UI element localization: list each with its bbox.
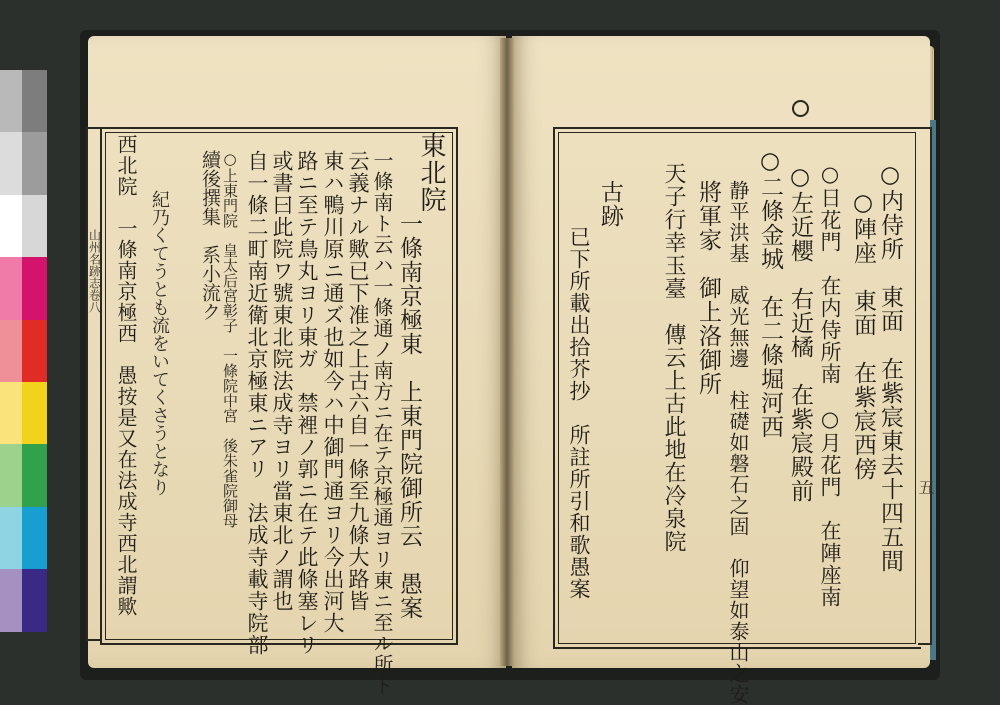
left-column-7: 自一條二町南近衛北京極東ニアリ 法成寺載寺院部 <box>245 150 269 656</box>
color-patch <box>22 320 47 382</box>
left-margin-label: 山州名跡志卷八 <box>87 229 102 313</box>
color-patch <box>0 382 22 444</box>
left-column-1: 一條南京極東 上東門院御所云 愚案 <box>396 212 422 620</box>
color-patch <box>22 132 47 194</box>
book-gutter <box>500 38 514 666</box>
left-column-2: 一條南ト云ハ一條通ノ南方ニ在テ京極通ヨリ東ニ至ル所ト <box>370 150 394 696</box>
color-patch <box>0 195 22 257</box>
right-margin-column <box>916 127 935 645</box>
color-calibration-strip <box>0 70 47 632</box>
right-column-7: 將軍家 御上洛御所 <box>695 180 721 396</box>
left-column-8: ○上東門院 皇太后宮彰子 一條院中宮 後朱雀院御母 <box>221 150 239 528</box>
right-column-2: ○陣座 東面 在紫宸西傍 <box>850 190 876 481</box>
color-patch <box>0 320 22 382</box>
color-patch <box>0 569 22 631</box>
right-column-1: ○内侍所 東面 在紫宸東去十四五間 <box>877 162 903 573</box>
color-patch <box>0 70 22 132</box>
color-patch <box>22 257 47 319</box>
right-column-6: 静平洪基 威光無邊 柱礎如磐石之固 仰望如泰山之安 <box>726 180 750 705</box>
right-column-heading: 古跡 <box>597 180 623 228</box>
left-column-9: 續後撰集 系小流ク <box>199 150 221 321</box>
color-patch <box>22 507 47 569</box>
right-column-4: ○左近櫻 右近橘 在紫宸殿前 <box>787 164 813 503</box>
right-column-9: 已下所載出拾芥抄 所註所引和歌愚案 <box>567 226 591 600</box>
left-column-6: 或書曰此院ワ號東北院法成寺ヨリ當東北ノ謂也 <box>270 150 294 612</box>
left-column-heading: 東北院 <box>416 132 446 213</box>
right-column-3: ○日花門 在内侍所南 ○月花門 在陣座南 <box>818 162 842 608</box>
left-margin-column <box>86 127 102 641</box>
left-column-3: 云義ナル歟已下准之上古六自一條至九條大路皆 <box>346 150 370 612</box>
color-patch <box>22 70 47 132</box>
color-patch <box>22 195 47 257</box>
left-column-10: 紀乃くてうとも流をいてくさうとなり <box>149 190 170 496</box>
right-page-number: 五 <box>916 479 935 495</box>
left-column-4: 東ハ鴨川原ニ通ズ也如今ハ中御門通ヨリ今出河大 <box>321 150 345 634</box>
ornament-circle <box>792 100 809 117</box>
color-patch <box>0 132 22 194</box>
color-patch <box>0 257 22 319</box>
color-patch <box>22 382 47 444</box>
color-patch <box>0 444 22 506</box>
left-column-5: 路ニ至テ鳥丸ヨリ東ガ 禁裡ノ郭ニ在テ此條塞レリ <box>295 150 319 656</box>
color-patch <box>0 507 22 569</box>
color-patch <box>22 444 47 506</box>
right-column-8: 天子行幸玉臺 傳云上古此地在冷泉院 <box>661 162 686 553</box>
right-column-5: ○二條金城 在二條堀河西 <box>757 148 783 439</box>
color-patch <box>22 569 47 631</box>
left-column-11: 西北院 一條南京極西 愚按是又在法成寺西北謂歟 <box>114 134 138 617</box>
